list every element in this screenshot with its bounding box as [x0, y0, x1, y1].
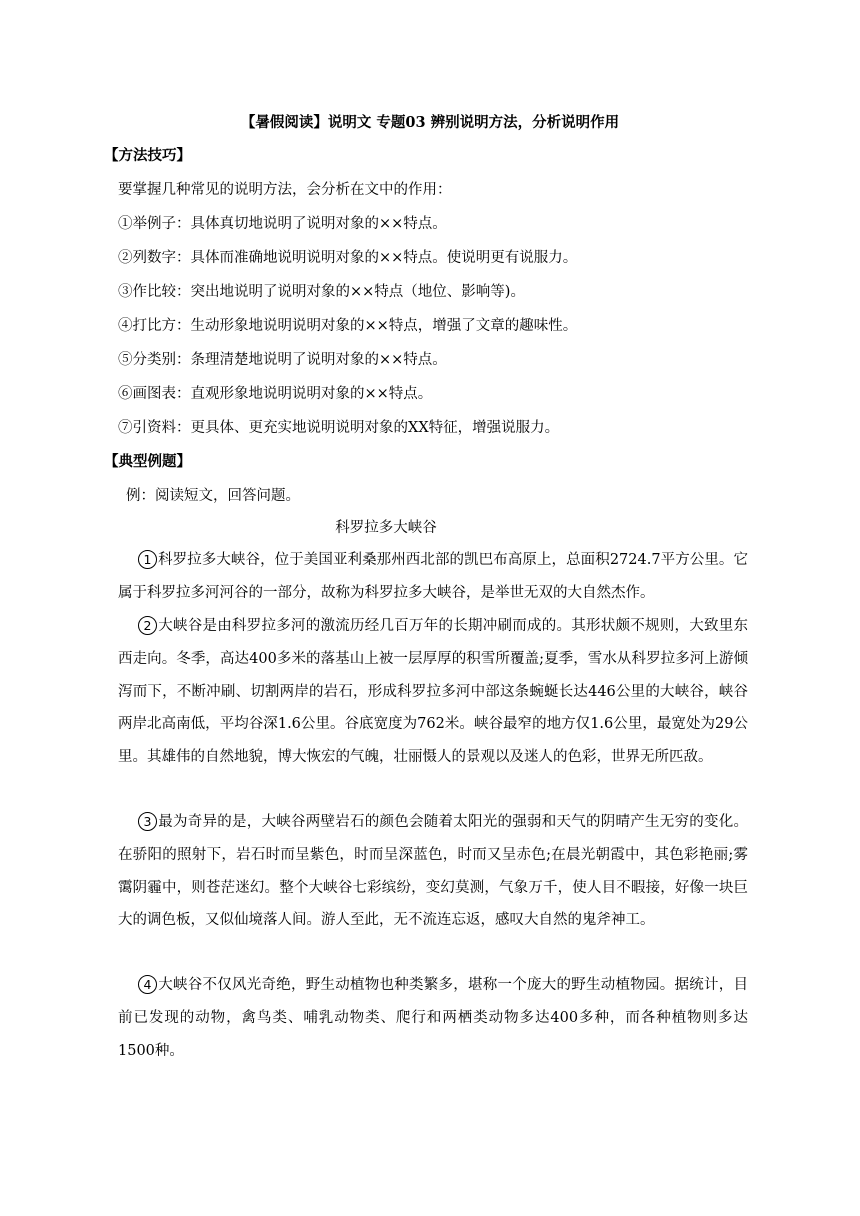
method-item: ①举例子：具体真切地说明了说明对象的××特点。: [118, 216, 447, 232]
method-item: ⑤分类别：条理清楚地说明了说明对象的××特点。: [118, 352, 447, 368]
section-heading-examples: 【典型例题】: [104, 453, 191, 470]
article-title: 科罗拉多大峡谷: [335, 520, 437, 536]
section-heading-methods: 【方法技巧】: [104, 147, 191, 164]
method-item: ⑥画图表：直观形象地说明说明对象的××特点。: [118, 386, 433, 402]
document-title: 【暑假阅读】说明文 专题03 辨别说明方法，分析说明作用: [240, 114, 620, 131]
method-item: ④打比方：生动形象地说明说明对象的××特点，增强了文章的趣味性。: [118, 318, 578, 334]
method-item: ⑦引资料：更具体、更充实地说明说明对象的XX特征，增强说服力。: [118, 420, 560, 436]
methods-intro: 要掌握几种常见的说明方法，会分析在文中的作用：: [118, 182, 452, 198]
article-paragraph: [118, 610, 748, 774]
paragraph-number: 1: [138, 550, 157, 569]
article-paragraph: [118, 806, 748, 937]
method-item: ②列数字：具体而准确地说明说明对象的××特点。使说明更有说服力。: [118, 250, 578, 266]
paragraph-text: 最为奇异的是，大峡谷两壁岩石的颜色会随着太阳光的强弱和天气的阴晴产生无穷的变化。在骄阳的照射下，岩石时而呈紫色，时而呈深蓝色，时而又呈赤色;在晨光朝霞中，其色彩艳丽;雾霭阴霾中，则苍茫迷幻。整个大峡谷七彩缤纷，变幻莫测，气象万千，使人目不暇接，好像一块巨大的调色板，又似仙境落人间。游人至此，无不流连忘返，感叹大自然的鬼斧神工。: [118, 814, 748, 929]
example-prompt: 例：阅读短文，回答问题。: [126, 488, 300, 504]
paragraph-text: 科罗拉多大峡谷，位于美国亚利桑那州西北部的凯巴布高原上，总面积2724.7平方公里。它属于科罗拉多河河谷的一部分，故称为科罗拉多大峡谷，是举世无双的大自然杰作。: [118, 552, 748, 601]
paragraph-text: 大峡谷是由科罗拉多河的激流历经几百万年的长期冲刷而成的。其形状颇不规则，大致里东西走向。冬季，高达400多米的落基山上被一层厚厚的积雪所覆盖;夏季，雪水从科罗拉多河上游倾泻而下，不断冲刷、切割两岸的岩石，形成科罗拉多河中部这条蜿蜒长达446公里的大峡谷，峡谷两岸北高南低，平均谷深1.6公里。谷底宽度为762米。峡谷最窄的地方仅1.6公里，最宽处为29公里。其雄伟的自然地貌，博大恢宏的气魄，壮丽慑人的景观以及迷人的色彩，世界无所匹敌。: [118, 618, 748, 766]
paragraph-number: 2: [138, 616, 157, 635]
paragraph-text: 大峡谷不仅风光奇绝，野生动植物也种类繁多，堪称一个庞大的野生动植物园。据统计，目前已发现的动物，禽鸟类、哺乳动物类、爬行和两栖类动物多达400多种，而各种植物则多达1500种。: [118, 977, 748, 1059]
article-paragraph: [118, 544, 748, 610]
article-paragraph: [118, 969, 748, 1067]
paragraph-number: 3: [138, 812, 157, 831]
method-item: ③作比较：突出地说明了说明对象的××特点（地位、影响等)。: [118, 284, 525, 300]
paragraph-number: 4: [138, 975, 157, 994]
